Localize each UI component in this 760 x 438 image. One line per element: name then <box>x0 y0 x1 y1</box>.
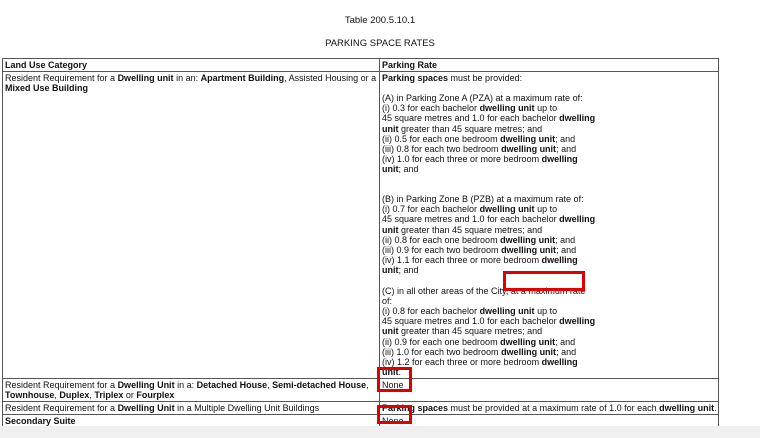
rate-cell: None <box>380 378 719 401</box>
rate-cell: Parking spaces must be provided: (A) in Parking Zone A (PZA) at a maximum rate of: (i) 0.3 for each bachelor dwelling unit up to 45 square metres and 1.0 for each bachelor dwelling unit greater than 45 square metres; and (ii) 0.5 for each one bedroom dwelling unit; and (iii) 0.8 for each two bedroom dwelling unit; and (iv) 1.0 for each three or more bedroom dwelling unit; and (B) in Parking Zone B (PZB) at a maximum rate of: (i) 0.7 for each bachelor dwelling unit up to 45 square metres and 1.0 for each bachelor dwelling unit greater than 45 square metres; and (ii) 0.8 for each one bedroom dwelling unit; and (iii) 0.9 for each two bedroom dwelling unit; and (iv) 1.1 for each three or more bedroom dwelling unit; and (C) in all other areas of the City, at a maximum rate of: (i) 0.8 for each bachelor dwelling unit up to 45 square metres and 1.0 for each bachelor dwelling unit greater than 45 square metres; and (ii) 0.9 for each one bedroom dwelling unit; and (iii) 1.0 for each two bedroom dwelling unit; and (iv) 1.2 for each three or more bedroom dwelling unit. <box>380 72 719 379</box>
category-cell: Resident Requirement for a Dwelling Unit in a: Detached House, Semi-detached House, Townhouse, Duplex, Triplex or Fourplex <box>3 378 380 401</box>
highlight-box-none <box>377 367 412 392</box>
category-cell: Resident Requirement for a Dwelling Unit in a Multiple Dwelling Unit Buildings <box>3 402 380 415</box>
zone-b-heading: (B) in Parking Zone B (PZB) at a maximum rate of: <box>382 194 584 205</box>
table-row <box>3 72 719 379</box>
table-title: PARKING SPACE RATES <box>325 38 435 49</box>
zone-a-heading: (A) in Parking Zone A (PZA) at a maximum rate of: <box>382 93 583 104</box>
table-row <box>3 402 719 415</box>
bottom-band <box>0 426 760 438</box>
table-header-row <box>3 59 719 72</box>
rate-intro: Parking spaces must be provided: <box>382 73 523 84</box>
rate-cell: Parking spaces must be provided at a maximum rate of 1.0 for each dwelling unit. <box>380 402 719 415</box>
rate-cell: None <box>380 415 719 428</box>
highlight-box-max-rate <box>503 271 585 291</box>
header-land-use-category: Land Use Category <box>3 59 380 72</box>
category-cell: Secondary Suite <box>3 415 380 428</box>
parking-rates-table <box>2 58 719 428</box>
zone-c-heading: (C) in all other areas of the City, at a maximum rate <box>382 286 586 297</box>
highlight-box-none-secondary-suite <box>377 405 412 424</box>
header-parking-rate: Parking Rate <box>380 59 719 72</box>
table-number: Table 200.5.10.1 <box>344 15 416 26</box>
table-row <box>3 378 719 401</box>
category-cell: Resident Requirement for a Dwelling unit in an: Apartment Building, Assisted Housing or a Mixed Use Building <box>3 72 380 379</box>
highlighted-max-rate: at a maximum rate <box>508 286 586 297</box>
